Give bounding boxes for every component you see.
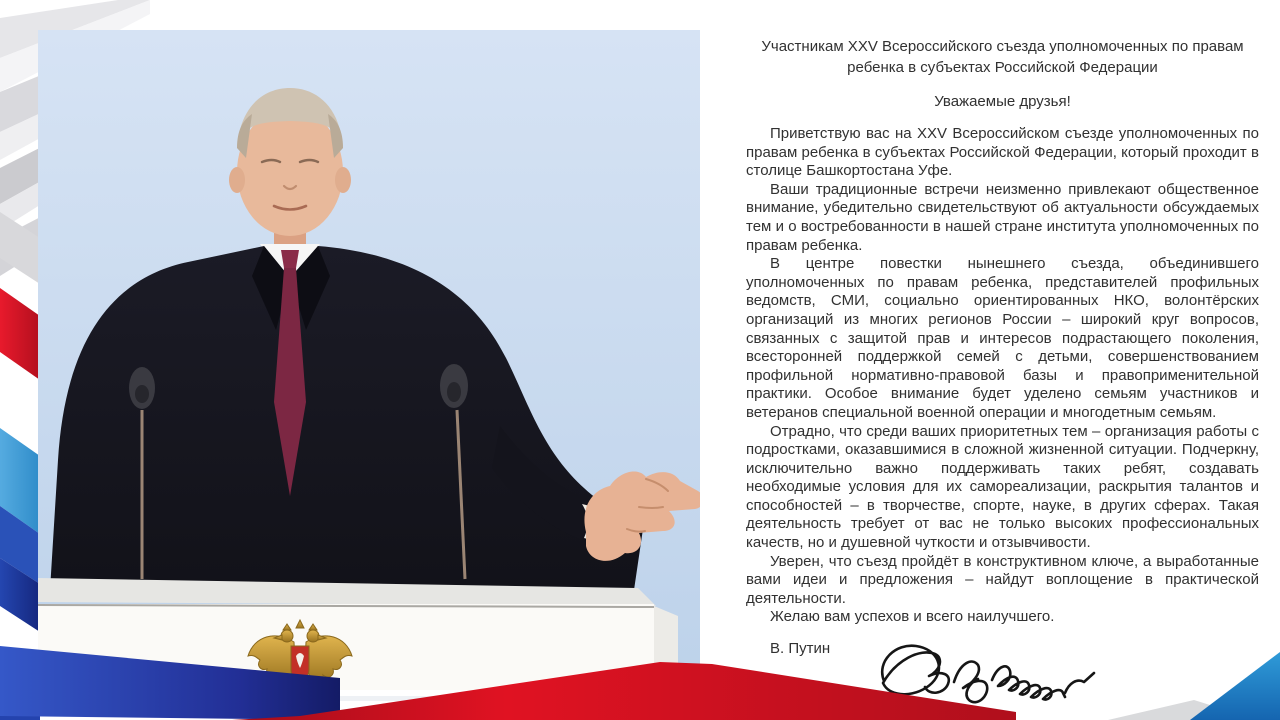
letter-paragraph: Уверен, что съезд пройдёт в конструктивном ключе, а выработанные вами идеи и предложения – найдут воплощение в практической деятельности. (746, 552, 1259, 607)
letter-paragraph: Отрадно, что среди ваших приоритетных тем – организация работы с подростками, оказавшимися в сложной жизненной ситуации. Подчеркну, исключительно важно поддерживать таких ребят, создавать необходимые условия для их самореализации, раскрытия талантов и способностей – в творчестве, спорте, науке, в других сферах. Такая деятельность требует от вас не только высоких профессиональных качеств, но и душевной чуткости и отзывчивости. (746, 422, 1259, 552)
letter-salutation: Уважаемые друзья! (934, 93, 1071, 110)
letter (720, 0, 1280, 720)
photo-putin (38, 30, 700, 690)
flag-ribbon-bottom (0, 620, 1280, 720)
letter-paragraph: Желаю вам успехов и всего наилучшего. (770, 608, 1055, 626)
putin-photo-illustration (38, 30, 700, 690)
letter-paragraph: Ваши традиционные встречи неизменно привлекают общественное внимание, убедительно свидетельствуют об актуальности обсуждаемых тем и о востребованности в нашей стране института уполномоченных по правам ребенка. (746, 180, 1259, 254)
letter-heading: Участникам XXV Всероссийского съезда уполномоченных по правам ребенка в субъектах Российской Федерации (761, 38, 1244, 76)
letter-paragraph: Приветствую вас на XXV Всероссийском съезде уполномоченных по правам ребенка в субъектах Российской Федерации, который проходит в столице Башкортостана Уфе. (746, 125, 1259, 180)
letter-body (746, 125, 1259, 627)
letter-paragraph: В центре повестки нынешнего съезда, объединившего уполномоченных по правам ребенка, представителей профильных ведомств, СМИ, социально ориентированных НКО, волонтёрских организаций из многих регионов России – широкий круг вопросов, связанных с защитой прав и интересов подрастающего поколения, всесторонней поддержкой семей с детьми, совершенствованием профильной нормативно-правовой базы и правоприменительной практики. Особое внимание будет уделено семьям участников и ветеранов специальной военной операции и многодетным семьям. (746, 255, 1259, 421)
signature-name: В. Путин (770, 640, 831, 658)
